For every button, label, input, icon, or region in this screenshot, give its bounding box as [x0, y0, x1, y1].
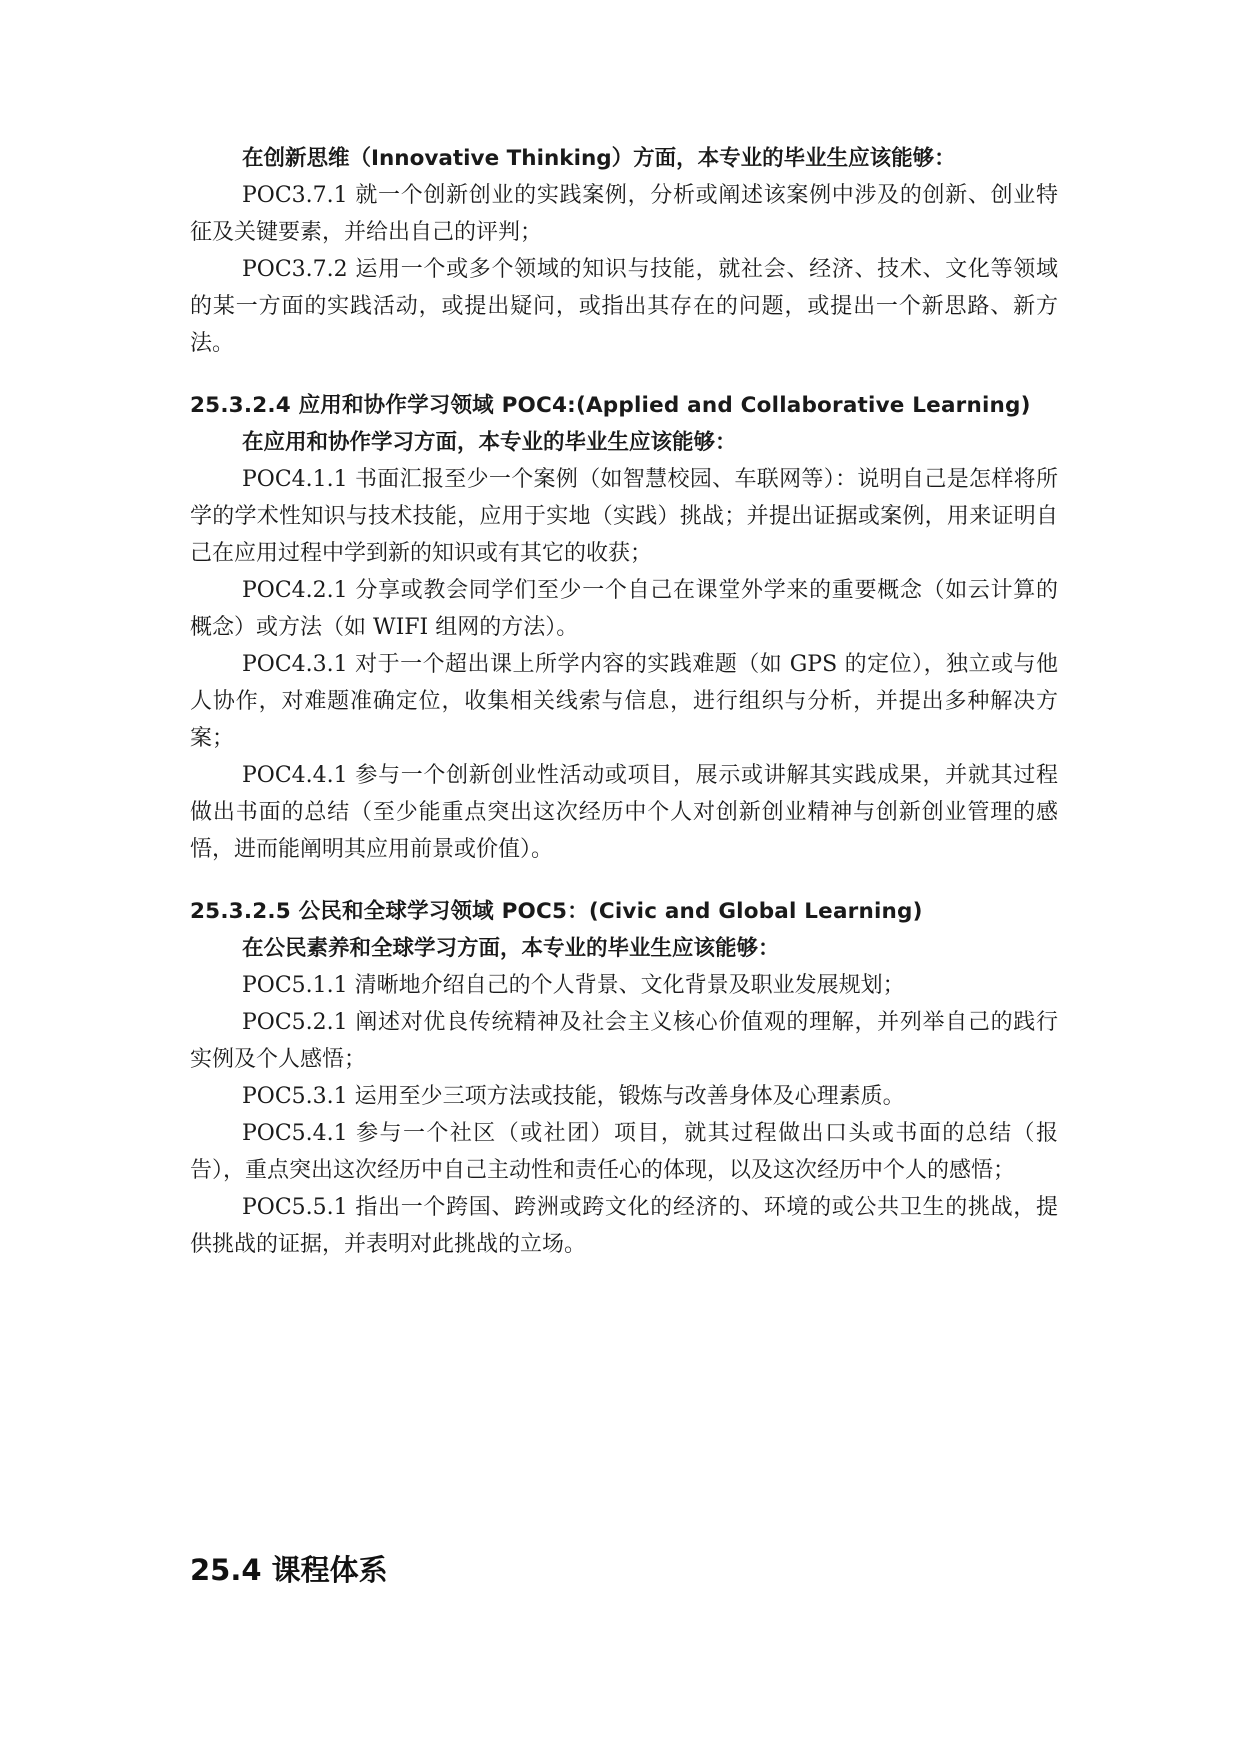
section3-intro: 在创新思维（Innovative Thinking）方面，本专业的毕业生应该能够： — [242, 146, 956, 171]
poc-4-1-1: POC4.1.1 书面汇报至少一个案例（如智慧校园、车联网等）：说明自己是怎样将所学的学术性知识与技术技能，应用于实地（实践）挑战；并提出证据或案例，用来证明自己在应用过程中学到新的知识或有其它的收获； — [190, 467, 1058, 566]
document-body — [190, 140, 1058, 1263]
section4-heading: 25.3.2.4 应用和协作学习领域 POC4:(Applied and Collaborative Learning) — [190, 393, 1031, 418]
poc-3-7-2: POC3.7.2 运用一个或多个领域的知识与技能，就社会、经济、技术、文化等领域的某一方面的实践活动，或提出疑问，或指出其存在的问题，或提出一个新思路、新方法。 — [190, 257, 1058, 356]
section5-heading: 25.3.2.5 公民和全球学习领域 POC5：(Civic and Global Learning) — [190, 899, 923, 924]
poc-4-2-1: POC4.2.1 分享或教会同学们至少一个自己在课堂外学来的重要概念（如云计算的概念）或方法（如 WIFI 组网的方法）。 — [190, 578, 1058, 640]
poc-4-4-1: POC4.4.1 参与一个创新创业性活动或项目，展示或讲解其实践成果，并就其过程做出书面的总结（至少能重点突出这次经历中个人对创新创业精神与创新创业管理的感悟，进而能阐明其应用前景或价值）。 — [190, 763, 1058, 862]
poc-3-7-1: POC3.7.1 就一个创新创业的实践案例，分析或阐述该案例中涉及的创新、创业特征及关键要素，并给出自己的评判； — [190, 183, 1058, 245]
section5-intro: 在公民素养和全球学习方面，本专业的毕业生应该能够： — [242, 936, 780, 961]
poc-4-3-1: POC4.3.1 对于一个超出课上所学内容的实践难题（如 GPS 的定位），独立或与他人协作，对难题准确定位，收集相关线索与信息，进行组织与分析，并提出多种解决方案； — [190, 652, 1058, 751]
section-heading-curriculum: 25.4 课程体系 — [190, 1553, 388, 1587]
poc-5-4-1: POC5.4.1 参与一个社区（或社团）项目，就其过程做出口头或书面的总结（报告），重点突出这次经历中自己主动性和责任心的体现，以及这次经历中个人的感悟； — [190, 1121, 1058, 1183]
poc-5-1-1: POC5.1.1 清晰地介绍自己的个人背景、文化背景及职业发展规划； — [242, 973, 905, 998]
poc-5-3-1: POC5.3.1 运用至少三项方法或技能，锻炼与改善身体及心理素质。 — [242, 1084, 905, 1109]
poc-5-5-1: POC5.5.1 指出一个跨国、跨洲或跨文化的经济的、环境的或公共卫生的挑战，提供挑战的证据，并表明对此挑战的立场。 — [190, 1195, 1058, 1257]
section4-intro: 在应用和协作学习方面，本专业的毕业生应该能够： — [242, 430, 737, 455]
poc-5-2-1: POC5.2.1 阐述对优良传统精神及社会主义核心价值观的理解，并列举自己的践行实例及个人感悟； — [190, 1010, 1058, 1072]
